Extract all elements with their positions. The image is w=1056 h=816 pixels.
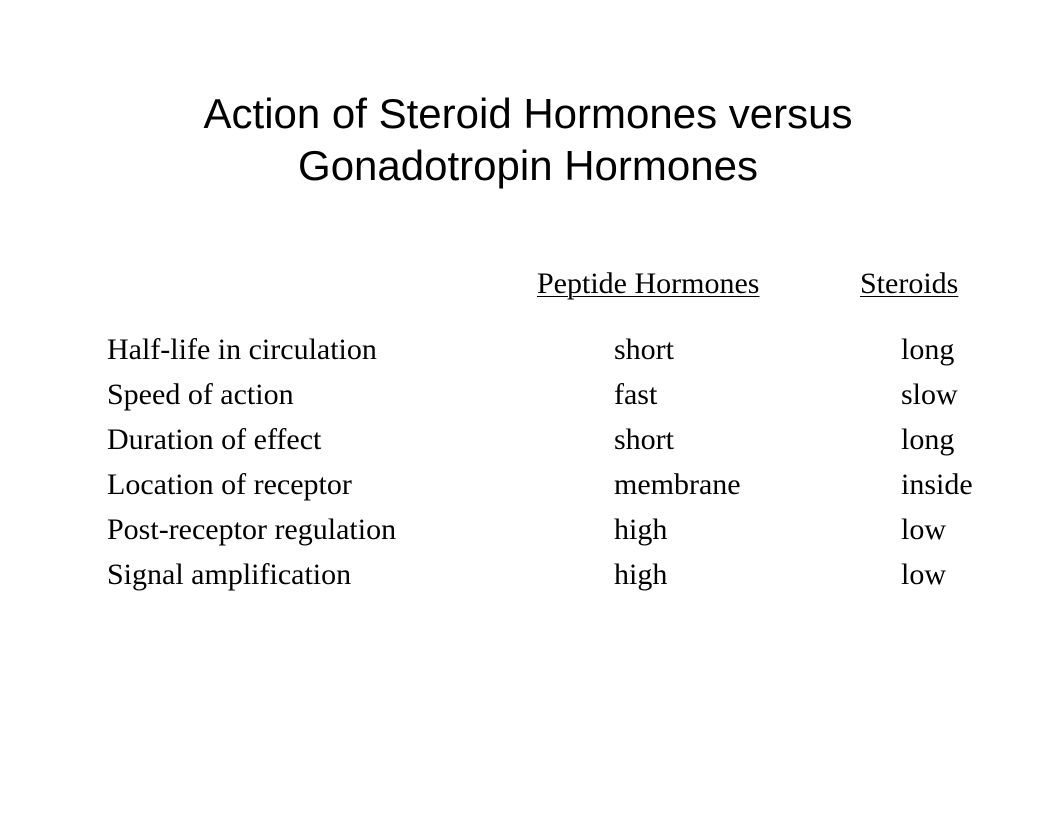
row-label: Signal amplification [107, 558, 352, 591]
steroid-value: slow [901, 378, 958, 411]
table-row [0, 330, 1056, 375]
steroid-value: low [901, 558, 946, 591]
steroid-value: long [901, 333, 955, 366]
steroid-value: inside [901, 468, 973, 501]
peptide-value: short [614, 423, 674, 456]
column-header-steroids: Steroids [860, 267, 959, 300]
row-label: Half-life in circulation [107, 333, 377, 366]
slide-title [60, 88, 996, 192]
peptide-value: membrane [614, 468, 741, 501]
slide-title-line-1: Action of Steroid Hormones versus [203, 90, 853, 137]
table-row [0, 420, 1056, 465]
table-row [0, 555, 1056, 600]
table-row [0, 465, 1056, 510]
steroid-value: long [901, 423, 955, 456]
steroid-value: low [901, 513, 946, 546]
table-row [0, 375, 1056, 420]
row-label: Post-receptor regulation [107, 513, 397, 546]
peptide-value: fast [614, 378, 658, 411]
row-label: Speed of action [107, 378, 294, 411]
comparison-table [0, 330, 1056, 600]
row-label: Duration of effect [107, 423, 322, 456]
slide-title-line-2: Gonadotropin Hormones [298, 142, 758, 189]
peptide-value: high [614, 558, 668, 591]
row-label: Location of receptor [107, 468, 352, 501]
table-row [0, 510, 1056, 555]
peptide-value: high [614, 513, 668, 546]
peptide-value: short [614, 333, 674, 366]
column-header-peptide-hormones: Peptide Hormones [537, 267, 760, 300]
